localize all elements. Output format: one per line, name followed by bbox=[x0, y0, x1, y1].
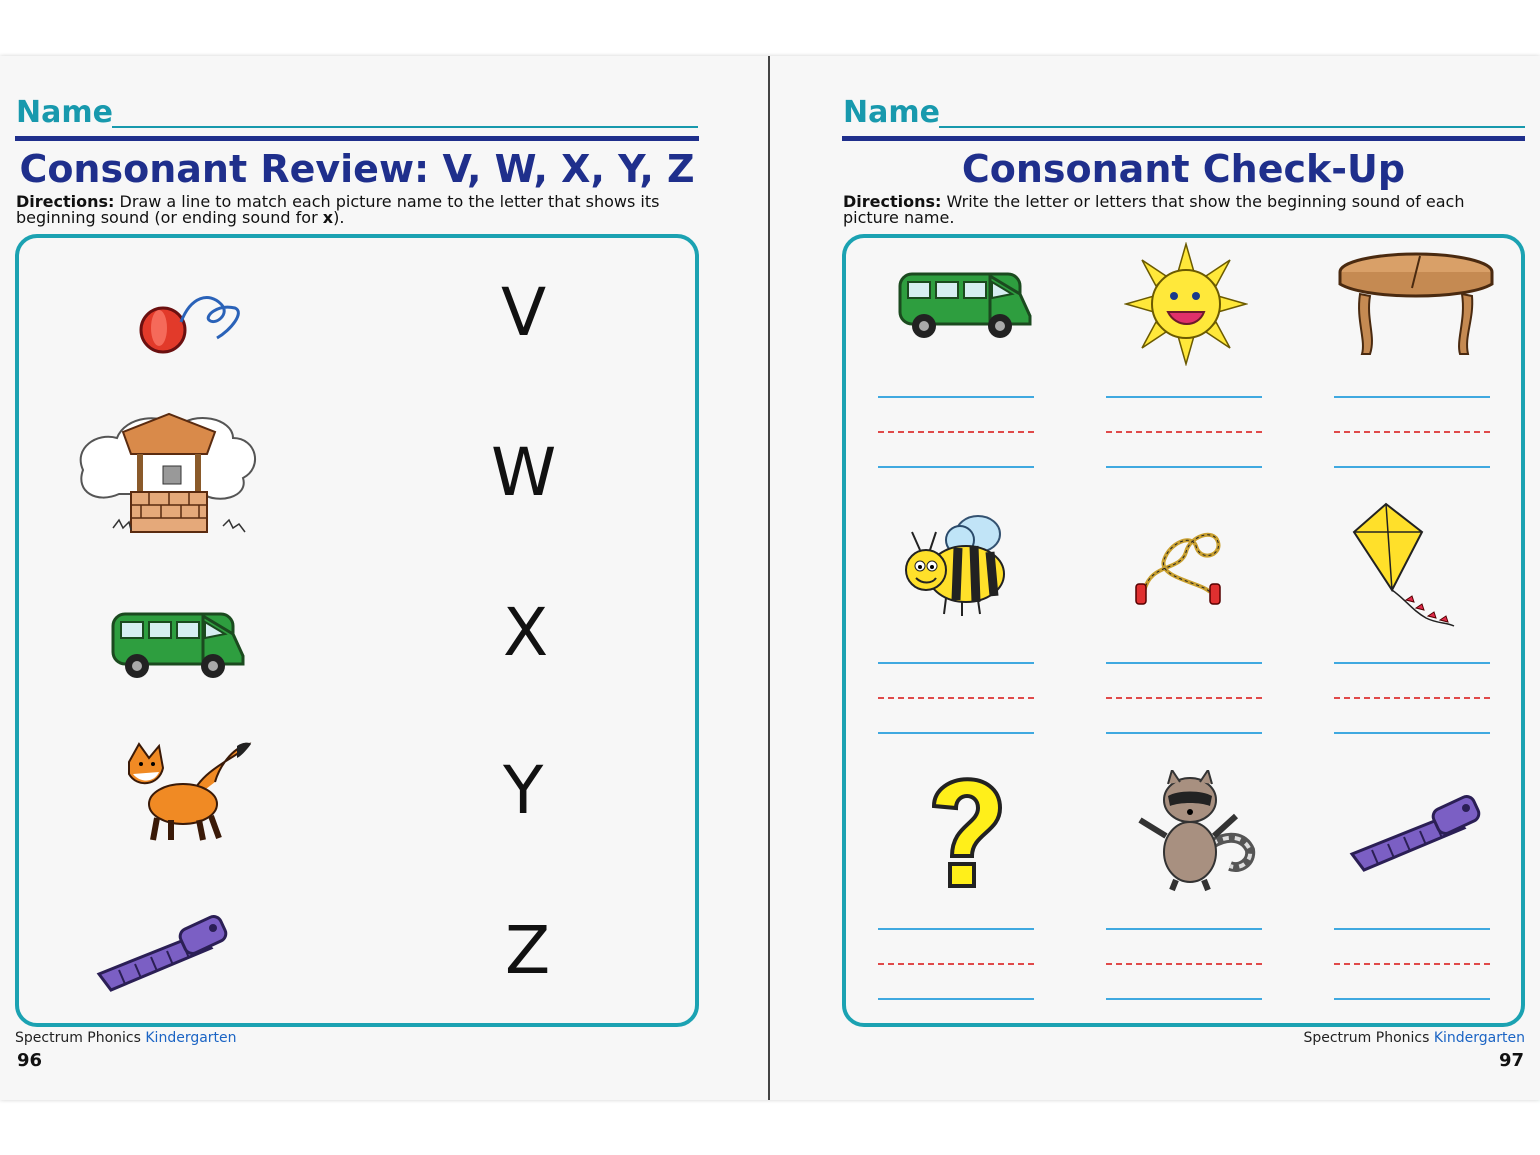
van-picture bbox=[882, 260, 1038, 344]
directions bbox=[16, 194, 676, 226]
jump-rope-picture bbox=[1130, 522, 1230, 606]
directions-label: Directions: bbox=[16, 192, 115, 211]
letter-x: X bbox=[503, 594, 549, 671]
name-write-line[interactable] bbox=[112, 126, 698, 128]
footer-grade: Kindergarten bbox=[1433, 1030, 1525, 1046]
answer-lines[interactable] bbox=[1334, 928, 1490, 1002]
answer-lines[interactable] bbox=[1334, 662, 1490, 736]
answer-lines[interactable] bbox=[878, 928, 1034, 1002]
answer-lines[interactable] bbox=[1106, 396, 1262, 470]
table-picture bbox=[1336, 250, 1496, 360]
name-write-line[interactable] bbox=[939, 126, 1525, 128]
workbook-spread bbox=[0, 56, 1540, 1100]
directions-text: Draw a line to match each picture name to the letter that shows its beginning sound (or ending sound for bbox=[16, 192, 660, 227]
answer-lines[interactable] bbox=[1106, 928, 1262, 1002]
zipper-picture bbox=[1342, 794, 1492, 886]
footer bbox=[1303, 1030, 1525, 1046]
raccoon-picture bbox=[1132, 770, 1262, 894]
answer-lines[interactable] bbox=[878, 396, 1034, 470]
page-number: 96 bbox=[17, 1050, 43, 1071]
bee-picture bbox=[902, 510, 1012, 622]
page-number: 97 bbox=[1498, 1050, 1524, 1071]
page-title: Consonant Review: V, W, X, Y, Z bbox=[19, 147, 695, 191]
answer-lines[interactable] bbox=[1106, 662, 1262, 736]
directions-bold-x: x bbox=[322, 208, 334, 227]
letter-z: Z bbox=[505, 912, 551, 989]
directions-text: Write the letter or letters that show the beginning sound of each picture name. bbox=[843, 192, 1465, 227]
left-page bbox=[0, 56, 768, 1100]
letter-w: W bbox=[491, 434, 557, 511]
letter-v: V bbox=[501, 274, 547, 351]
footer-series: Spectrum Phonics bbox=[1303, 1030, 1434, 1046]
name-label: Name bbox=[843, 95, 940, 130]
answer-lines[interactable] bbox=[878, 662, 1034, 736]
matching-frame bbox=[15, 234, 699, 1027]
well-picture[interactable] bbox=[73, 408, 261, 542]
right-page bbox=[770, 56, 1540, 1100]
name-label: Name bbox=[16, 95, 113, 130]
header-rule bbox=[15, 136, 699, 141]
sun-picture bbox=[1124, 242, 1248, 366]
name-row bbox=[16, 96, 698, 130]
van-picture[interactable] bbox=[95, 600, 251, 684]
footer bbox=[15, 1030, 237, 1046]
directions-text-end: ). bbox=[333, 208, 345, 227]
letter-y: Y bbox=[503, 752, 544, 829]
question-mark-picture bbox=[924, 772, 1008, 892]
footer-series: Spectrum Phonics bbox=[15, 1030, 146, 1046]
directions-label: Directions: bbox=[843, 192, 942, 211]
directions bbox=[843, 194, 1483, 226]
page-title: Consonant Check-Up bbox=[961, 147, 1406, 191]
answer-lines[interactable] bbox=[1334, 396, 1490, 470]
kite-picture bbox=[1350, 500, 1460, 632]
footer-grade: Kindergarten bbox=[145, 1030, 237, 1046]
name-row bbox=[843, 96, 1525, 130]
zipper-picture[interactable] bbox=[89, 914, 239, 1006]
fox-picture[interactable] bbox=[119, 738, 259, 848]
header-rule bbox=[842, 136, 1525, 141]
checkup-frame bbox=[842, 234, 1525, 1027]
yo-yo-picture[interactable] bbox=[131, 290, 251, 360]
